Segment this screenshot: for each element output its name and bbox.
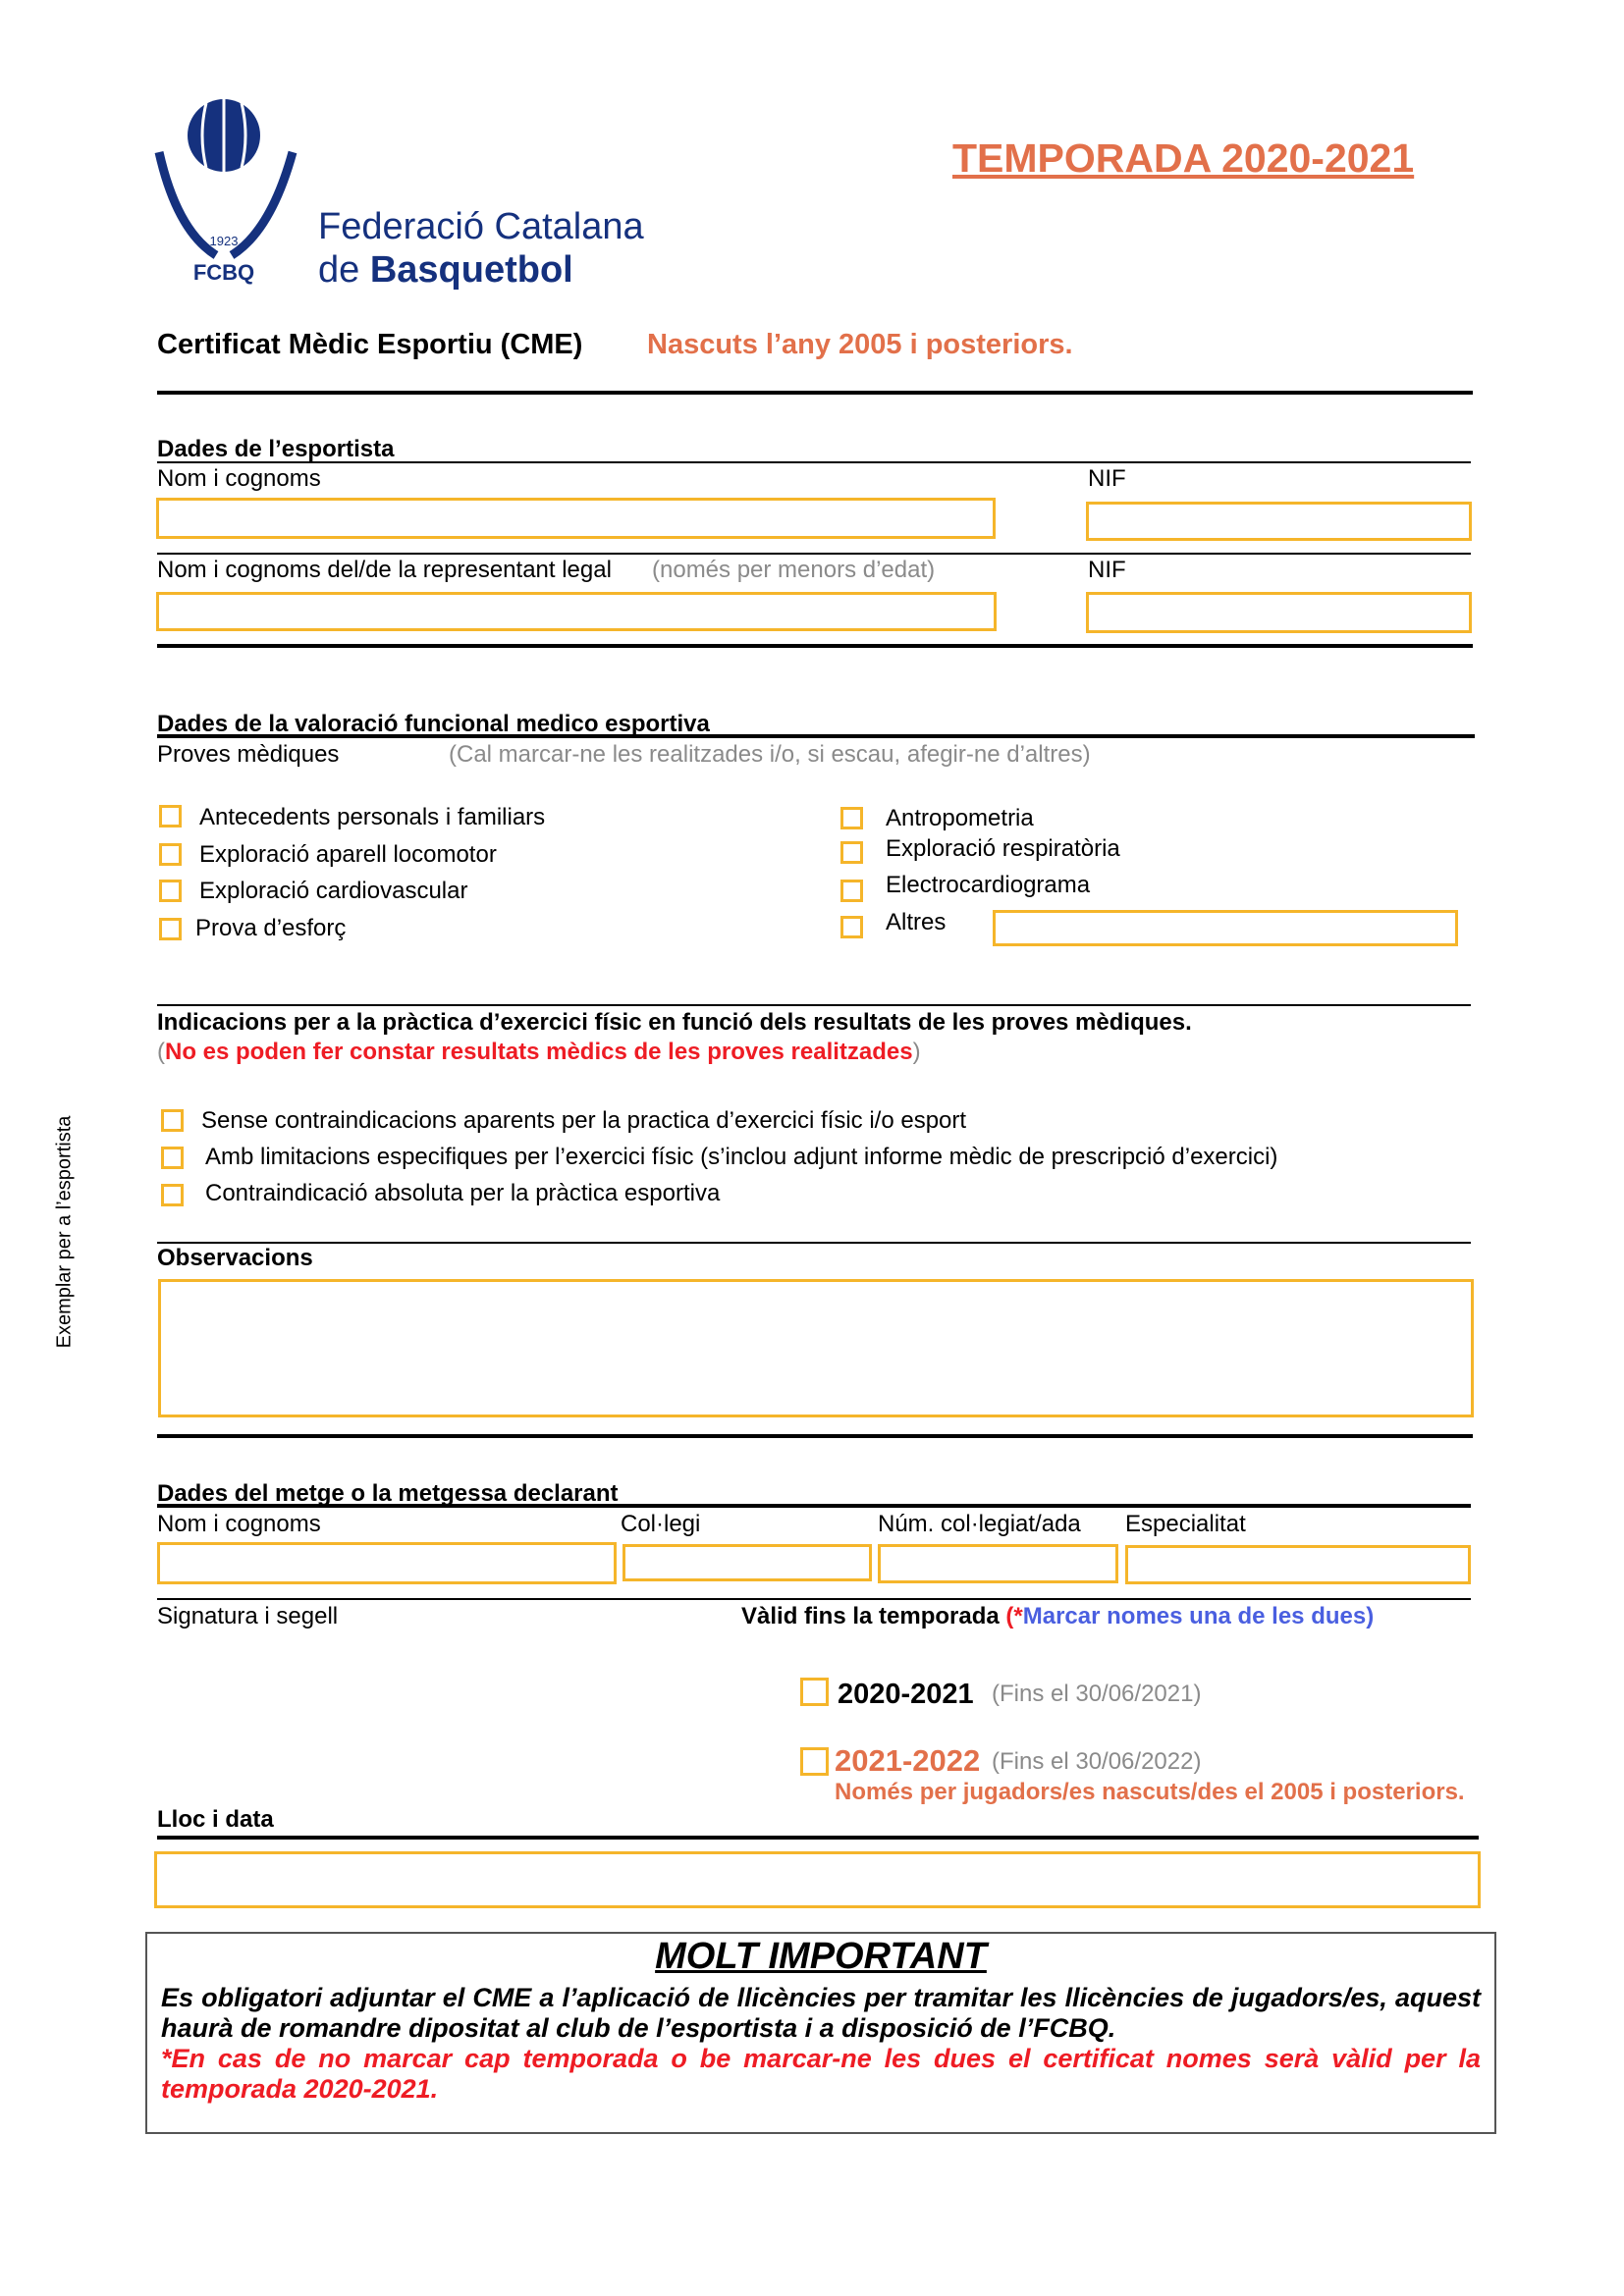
valid-label-text: Vàlid fins la temporada bbox=[741, 1603, 1000, 1629]
observations-field[interactable] bbox=[158, 1279, 1474, 1417]
athlete-nif-field[interactable] bbox=[1086, 502, 1472, 541]
test-label-locomotor: Exploració aparell locomotor bbox=[199, 841, 497, 868]
indication-label-absolute-contraindication: Contraindicació absoluta per la pràctica esportiva bbox=[205, 1180, 721, 1206]
divider bbox=[157, 1836, 1479, 1840]
test-label-anthropometry: Antropometria bbox=[886, 805, 1034, 831]
doctor-specialty-label: Especialitat bbox=[1125, 1511, 1246, 1537]
important-warning: *En cas de no marcar cap temporada o be marcar-ne les dues el certificat nomes serà vàlid per la temporada 2020-2021. bbox=[161, 2044, 1481, 2104]
doctor-number-label: Núm. col·legiat/ada bbox=[878, 1511, 1081, 1537]
season-2020-2021-label: 2020-2021 bbox=[838, 1679, 974, 1710]
note-paren-open: ( bbox=[157, 1039, 165, 1065]
divider bbox=[157, 644, 1473, 648]
divider bbox=[157, 391, 1473, 395]
others-field[interactable] bbox=[993, 910, 1458, 946]
checkbox-respiratory[interactable] bbox=[840, 841, 863, 864]
checkbox-no-contraindications[interactable] bbox=[161, 1109, 184, 1132]
representative-nif-label: NIF bbox=[1088, 557, 1126, 583]
divider bbox=[157, 1242, 1471, 1244]
checkbox-limitations[interactable] bbox=[161, 1147, 184, 1169]
certificate-subtitle: Nascuts l’any 2005 i posteriors. bbox=[647, 329, 1073, 360]
checkbox-season-2021-2022[interactable] bbox=[800, 1747, 829, 1776]
divider bbox=[157, 734, 1475, 738]
place-date-label: Lloc i data bbox=[157, 1806, 274, 1833]
season-2021-2022-warning: Només per jugadors/es nascuts/des el 2005 i posteriors. bbox=[835, 1779, 1465, 1805]
svg-text:FCBQ: FCBQ bbox=[192, 260, 255, 285]
checkbox-electrocardiogram[interactable] bbox=[840, 880, 863, 902]
fcbq-logo bbox=[147, 93, 314, 290]
important-text: Es obligatori adjuntar el CME a l’aplicació de llicències per tramitar les llicències de jugadors/es, aquest haurà de romandre dipositat al club de l’esportista i a disposició de l’FCBQ. bbox=[161, 1983, 1481, 2043]
side-copy-label: Exemplar per a l’esportista bbox=[53, 1115, 76, 1349]
checkbox-anthropometry[interactable] bbox=[840, 807, 863, 829]
place-date-field[interactable] bbox=[154, 1851, 1481, 1908]
season-2020-2021-note: (Fins el 30/06/2021) bbox=[992, 1681, 1202, 1707]
org-name-prefix: de bbox=[318, 249, 370, 291]
test-label-cardiovascular: Exploració cardiovascular bbox=[199, 878, 468, 904]
indication-label-no-contraindications: Sense contraindicacions aparents per la practica d’exercici físic i/o esport bbox=[201, 1107, 967, 1134]
test-label-personal-history: Antecedents personals i familiars bbox=[199, 804, 546, 830]
season-2021-2022-label: 2021-2022 bbox=[835, 1743, 981, 1778]
season-2021-2022-note: (Fins el 30/06/2022) bbox=[992, 1748, 1202, 1775]
indications-title: Indicacions per a la pràctica d’exercici físic en funció dels resultats de les proves mèdiques. bbox=[157, 1009, 1192, 1036]
valid-season-label bbox=[741, 1603, 1374, 1630]
indication-label-limitations: Amb limitacions especifiques per l’exercici físic (s’inclou adjunt informe mèdic de prescripció d’exercici) bbox=[205, 1144, 1278, 1170]
doctor-specialty-field[interactable] bbox=[1125, 1545, 1471, 1584]
doctor-name-field[interactable] bbox=[157, 1542, 617, 1584]
athlete-name-field[interactable] bbox=[156, 498, 996, 539]
divider bbox=[157, 1434, 1473, 1438]
signature-label: Signatura i segell bbox=[157, 1603, 339, 1629]
assessment-section-title: Dades de la valoració funcional medico esportiva bbox=[157, 711, 710, 737]
note-red-text: No es poden fer constar resultats mèdics de les proves realitzades bbox=[165, 1039, 913, 1065]
checkbox-stress-test[interactable] bbox=[159, 918, 182, 940]
athlete-nif-label: NIF bbox=[1088, 465, 1126, 492]
doctor-number-field[interactable] bbox=[878, 1544, 1118, 1583]
org-name-line2 bbox=[318, 249, 573, 291]
divider bbox=[157, 1004, 1471, 1006]
doctor-name-label: Nom i cognoms bbox=[157, 1511, 321, 1537]
basketball-icon bbox=[147, 93, 314, 290]
doctor-section-title: Dades del metge o la metgessa declarant bbox=[157, 1480, 619, 1507]
medical-tests-label: Proves mèdiques bbox=[157, 741, 340, 768]
divider bbox=[157, 1504, 1471, 1508]
test-label-respiratory: Exploració respiratòria bbox=[886, 835, 1120, 862]
checkbox-personal-history[interactable] bbox=[159, 805, 182, 828]
org-name-line1: Federació Catalana bbox=[318, 206, 644, 247]
season-title: TEMPORADA 2020-2021 bbox=[952, 135, 1415, 181]
test-label-electrocardiogram: Electrocardiograma bbox=[886, 872, 1091, 898]
athlete-section-title: Dades de l’esportista bbox=[157, 436, 395, 462]
important-title: MOLT IMPORTANT bbox=[655, 1936, 987, 1977]
checkbox-cardiovascular[interactable] bbox=[159, 880, 182, 902]
doctor-college-label: Col·legi bbox=[621, 1511, 701, 1537]
representative-note: (només per menors d’edat) bbox=[652, 557, 936, 583]
org-name-bold: Basquetbol bbox=[369, 249, 573, 291]
certificate-title: Certificat Mèdic Esportiu (CME) bbox=[157, 329, 583, 360]
observations-title: Observacions bbox=[157, 1245, 313, 1271]
indications-note bbox=[157, 1039, 921, 1066]
valid-note-open: (* bbox=[1005, 1603, 1023, 1629]
checkbox-others[interactable] bbox=[840, 916, 863, 938]
checkbox-absolute-contraindication[interactable] bbox=[161, 1184, 184, 1206]
test-label-stress-test: Prova d’esforç bbox=[195, 915, 347, 941]
test-label-others: Altres bbox=[886, 909, 947, 935]
representative-nif-field[interactable] bbox=[1086, 592, 1472, 633]
divider bbox=[157, 461, 1471, 463]
representative-name-field[interactable] bbox=[156, 592, 997, 631]
valid-note-blue: Marcar nomes una de les dues) bbox=[1022, 1603, 1375, 1629]
important-notice-box bbox=[145, 1932, 1496, 2134]
checkbox-season-2020-2021[interactable] bbox=[800, 1678, 829, 1706]
checkbox-locomotor[interactable] bbox=[159, 843, 182, 866]
divider bbox=[157, 1598, 1471, 1600]
divider bbox=[157, 553, 1471, 555]
svg-text:1923: 1923 bbox=[209, 234, 239, 248]
representative-label: Nom i cognoms del/de la representant legal bbox=[157, 557, 612, 583]
medical-tests-note: (Cal marcar-ne les realitzades i/o, si escau, afegir-ne d’altres) bbox=[449, 741, 1091, 768]
athlete-name-label: Nom i cognoms bbox=[157, 465, 321, 492]
doctor-college-field[interactable] bbox=[623, 1544, 872, 1581]
note-paren-close: ) bbox=[912, 1039, 921, 1065]
